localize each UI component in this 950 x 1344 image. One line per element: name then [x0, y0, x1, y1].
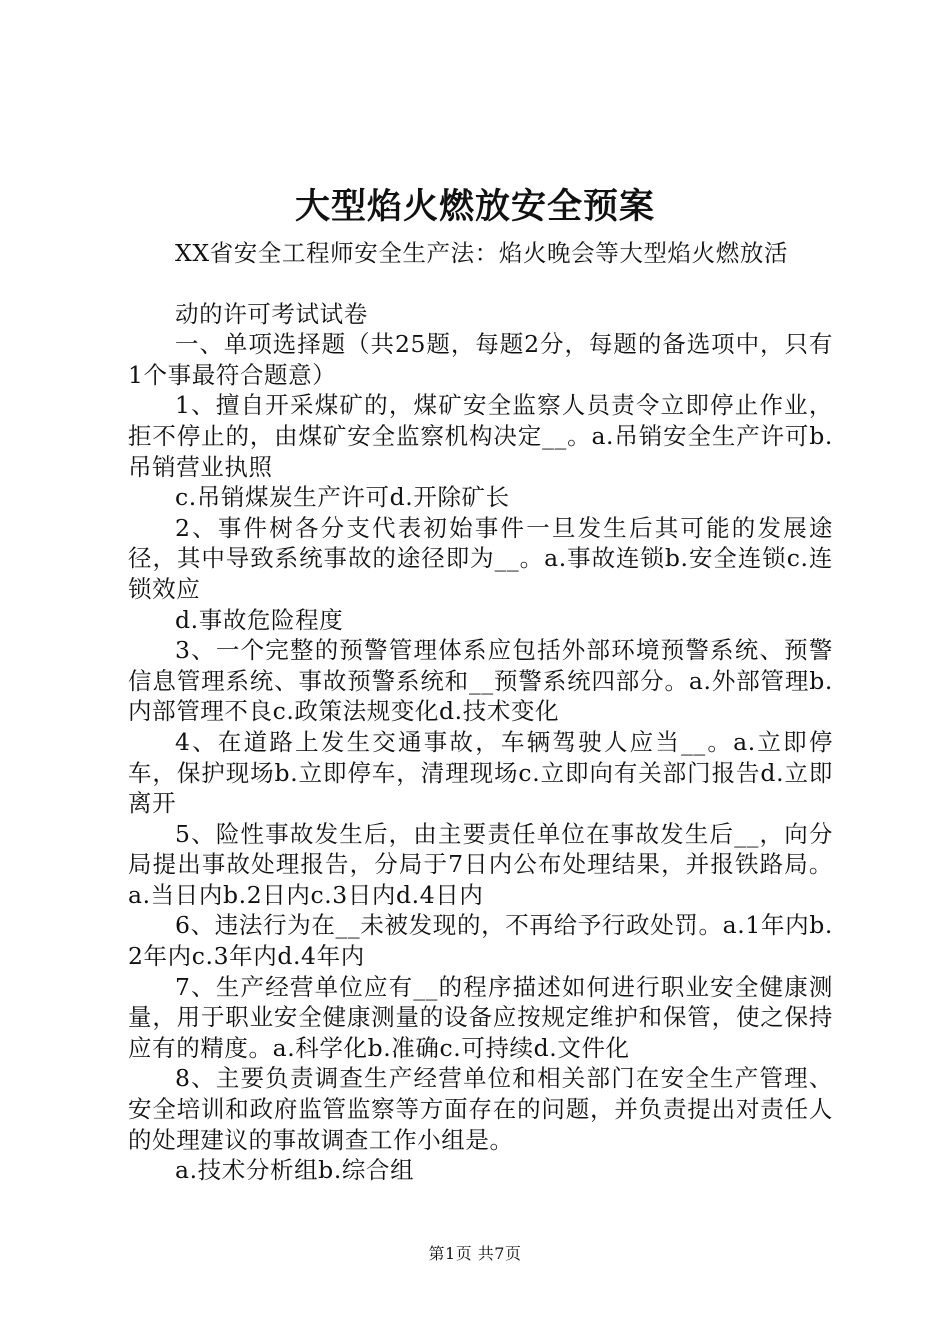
paragraph: 6、违法行为在__未被发现的，不再给予行政处罚。a.1年内b.2年内c.3年内d.4年内	[128, 911, 833, 971]
paragraph: 8、主要负责调查生产经营单位和相关部门在安全生产管理、安全培训和政府监管监察等方面存在的问题，并负责提出对责任人的处理建议的事故调查工作小组是。	[128, 1064, 833, 1154]
document-title: 大型焰火燃放安全预案	[294, 186, 655, 227]
paragraph: d.事故危险程度	[175, 605, 344, 634]
paragraph: 3、一个完整的预警管理体系应包括外部环境预警系统、预警信息管理系统、事故预警系统和__预警系统四部分。a.外部管理b.内部管理不良c.政策法规变化d.技术变化	[128, 636, 833, 726]
paragraph: c.吊销煤炭生产许可d.开除矿长	[175, 483, 510, 512]
paragraph: 一、单项选择题（共25题，每题2分，每题的备选项中，只有1个事最符合题意）	[128, 330, 833, 389]
paragraph: a.技术分析组b.综合组	[175, 1156, 415, 1185]
paragraph: 1、擅自开采煤矿的，煤矿安全监察人员责令立即停止作业，拒不停止的，由煤矿安全监察机构决定__。a.吊销安全生产许可b.吊销营业执照	[128, 391, 833, 481]
document-body	[128, 238, 833, 1186]
paragraph: 7、生产经营单位应有__的程序描述如何进行职业安全健康测量，用于职业安全健康测量的设备应按规定维护和保管，使之保持应有的精度。a.科学化b.准确c.可持续d.文件化	[128, 972, 833, 1062]
paragraph: XX省安全工程师安全生产法：焰火晚会等大型焰火燃放活	[175, 239, 789, 267]
page-number: 第1页 共7页	[428, 1244, 522, 1263]
paragraph: 4、在道路上发生交通事故，车辆驾驶人应当__。a.立即停车，保护现场b.立即停车，清理现场c.立即向有关部门报告d.立即离开	[128, 727, 833, 818]
paragraph: 动的许可考试试卷	[175, 299, 368, 328]
paragraph: 5、险性事故发生后，由主要责任单位在事故发生后__，向分局提出事故处理报告，分局于7日内公布处理结果，并报铁路局。a.当日内b.2日内c.3日内d.4日内	[128, 819, 833, 909]
paragraph: 2、事件树各分支代表初始事件一旦发生后其可能的发展途径，其中导致系统事故的途径即为__。a.事故连锁b.安全连锁c.连锁效应	[128, 513, 833, 603]
